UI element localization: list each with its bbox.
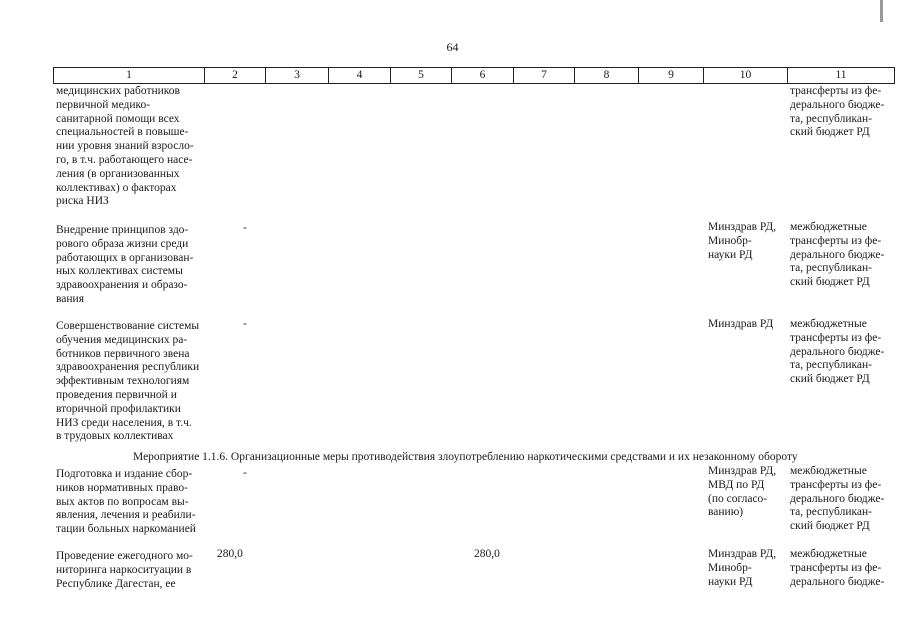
funding-source: межбюджетные трансферты из фе- дерального бюдже- та, республикан- ский бюджет РД (790, 465, 885, 533)
header-col-4: 4 (328, 68, 390, 83)
header-col-5: 5 (390, 68, 451, 83)
header-col-6: 6 (451, 68, 513, 83)
header-col-10: 10 (703, 68, 787, 83)
header-col-8: 8 (574, 68, 638, 83)
header-col-9: 9 (638, 68, 703, 83)
empty-value-dash: - (243, 318, 247, 330)
measure-text: Внедрение принципов здо- рового образа жизни среди работающих в организован- ных коллективах системы здравоохранения и образо- вания (56, 224, 194, 305)
column-number-header (53, 67, 895, 84)
executor: Минздрав РД, МВД по РД (по согласо- ванию) (708, 465, 777, 519)
measure-text: Совершенствование системы обучения медицинских ра- ботников первичного звена здравоохранения республики эффективным технологиям проведения первичной и вторичной профилактики НИЗ среди населения, в т.ч. в трудовых коллективах (56, 320, 200, 443)
measure-text: медицинских работников первичной медико- санитарной помощи всех специальностей в повыше- нии уровня знаний взросло- го, в т.ч. работающего насе- ления (в организованных коллективах) о факторах риска НИЗ (56, 85, 194, 208)
header-col-1: 1 (53, 68, 204, 83)
measure-text: Подготовка и издание сбор- ников нормативных право- вых актов по вопросам вы- явления, лечения и реабили- тации больных наркоманией (56, 468, 196, 536)
empty-value-dash: - (243, 222, 247, 234)
value-col-2: 280,0 (217, 548, 243, 560)
section-title: Мероприятие 1.1.6. Организационные меры противодействия злоупотреблению наркотическими средствами и их незаконному обороту (133, 451, 798, 463)
value-col-6: 280,0 (474, 548, 500, 560)
executor: Минздрав РД, Минобр- науки РД (708, 548, 777, 588)
page-number: 64 (446, 40, 459, 54)
funding-source: межбюджетные трансферты из фе- дерального бюдже- та, республикан- ский бюджет РД (790, 318, 885, 386)
header-col-3: 3 (265, 68, 328, 83)
header-col-2: 2 (204, 68, 265, 83)
funding-source: межбюджетные трансферты из фе- дерального бюдже- (790, 548, 885, 588)
header-col-7: 7 (513, 68, 574, 83)
funding-source: трансферты из фе- дерального бюдже- та, республикан- ский бюджет РД (790, 85, 885, 139)
executor: Минздрав РД, Минобр- науки РД (708, 221, 777, 261)
empty-value-dash: - (243, 467, 247, 479)
measure-text: Проведение ежегодного мо- ниторинга наркоситуации в Республике Дагестан, ее (56, 550, 193, 590)
scan-edge-mark (880, 0, 883, 22)
funding-source: межбюджетные трансферты из фе- дерального бюдже- та, республикан- ский бюджет РД (790, 221, 885, 289)
executor: Минздрав РД (708, 318, 774, 330)
header-col-11: 11 (787, 68, 895, 83)
